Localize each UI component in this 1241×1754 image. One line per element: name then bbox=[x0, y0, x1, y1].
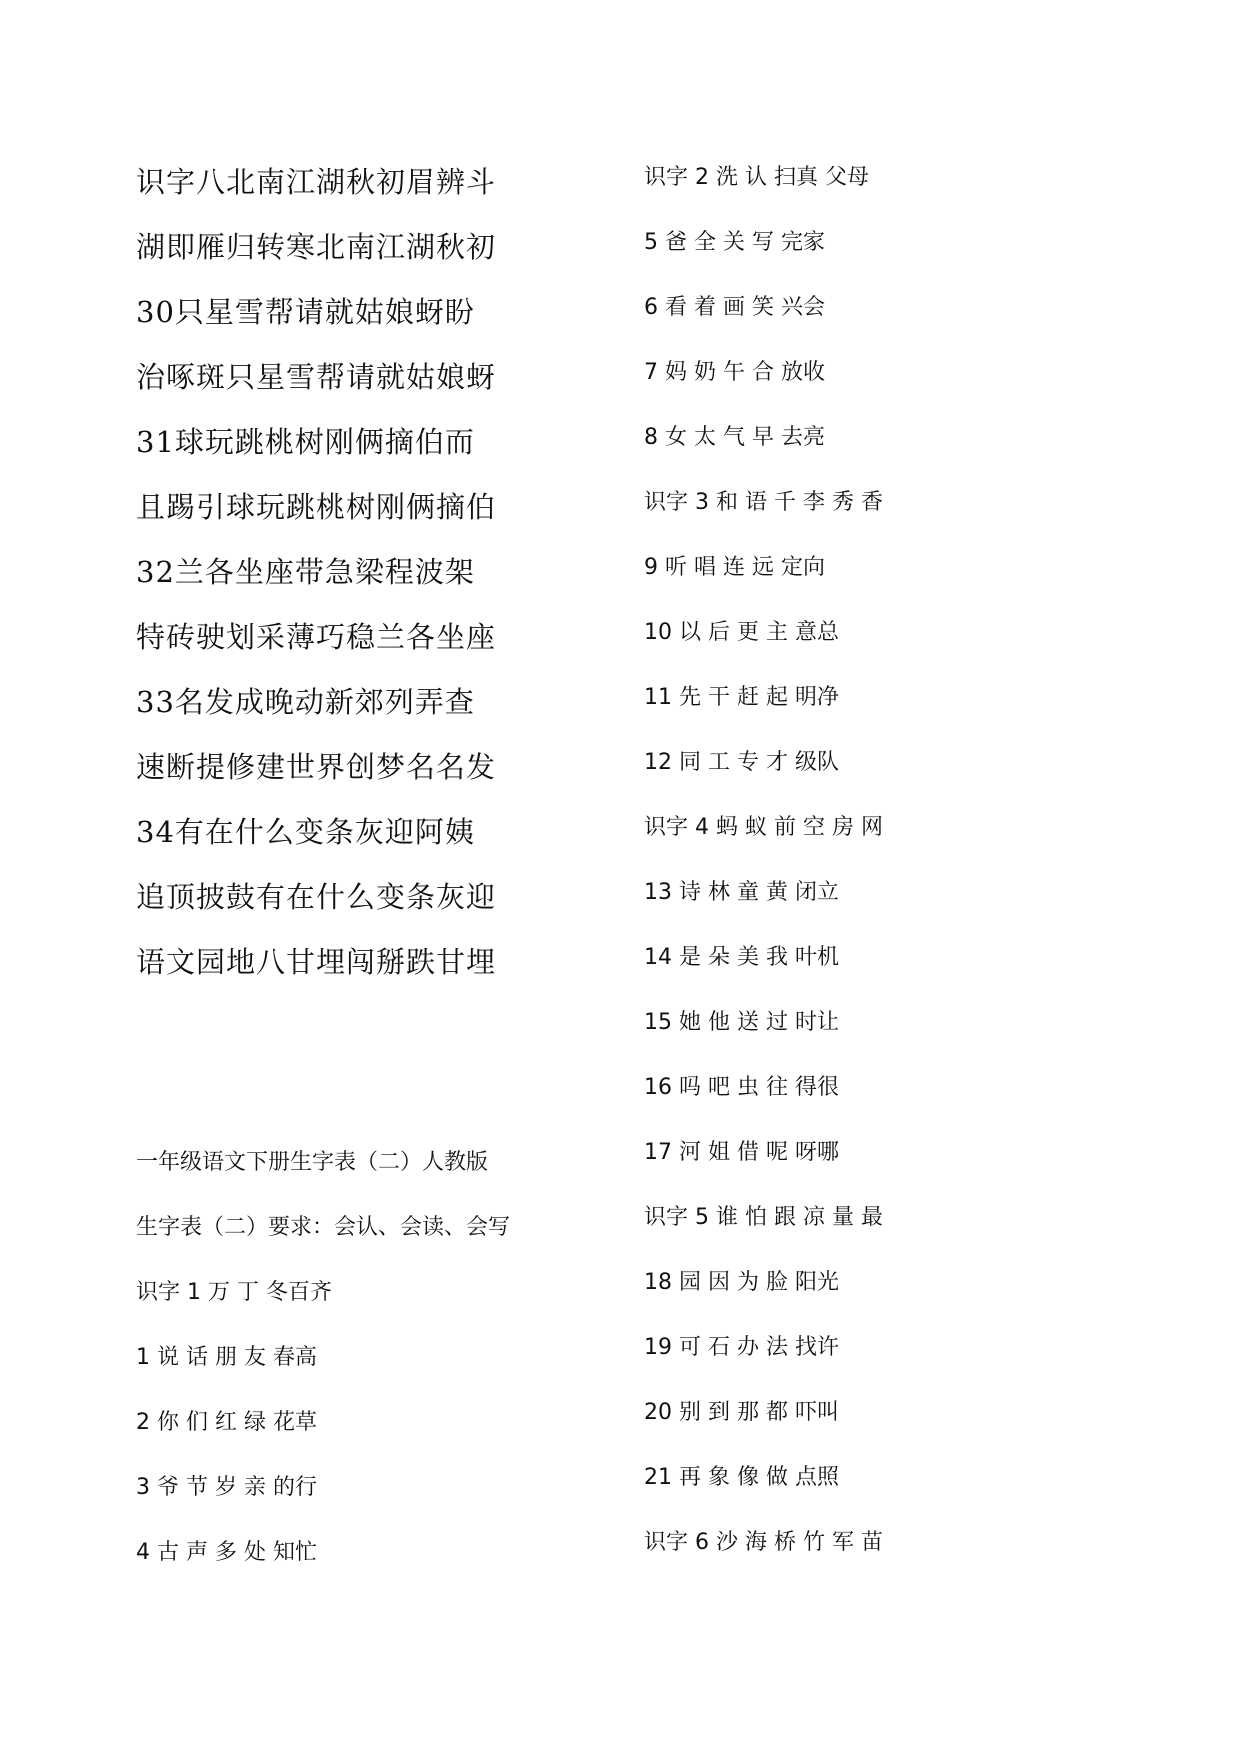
text-line: 19 可 石 办 法 找许 bbox=[644, 1335, 839, 1360]
text-line: 20 别 到 那 都 吓叫 bbox=[644, 1400, 839, 1425]
text-line: 33名发成晚动新郊列弄查 bbox=[136, 685, 475, 719]
text-line: 1 说 话 朋 友 春高 bbox=[136, 1345, 317, 1370]
text-line: 30只星雪帮请就姑娘蚜盼 bbox=[136, 295, 475, 329]
right-column bbox=[644, 145, 883, 1575]
text-line: 18 园 因 为 脸 阳光 bbox=[644, 1270, 839, 1295]
text-line: 6 看 着 画 笑 兴会 bbox=[644, 295, 825, 320]
text-line: 4 古 声 多 处 知忙 bbox=[136, 1540, 317, 1565]
text-line: 7 妈 奶 午 合 放收 bbox=[644, 360, 825, 385]
text-line: 识字 5 谁 怕 跟 凉 量 最 bbox=[644, 1205, 883, 1230]
text-line: 识字八北南江湖秋初眉辨斗 bbox=[136, 165, 497, 199]
text-line: 9 听 唱 连 远 定向 bbox=[644, 555, 825, 580]
text-line: 2 你 们 红 绿 花草 bbox=[136, 1410, 317, 1435]
text-line: 湖即雁归转寒北南江湖秋初 bbox=[136, 230, 497, 264]
text-line: 语文园地八甘埋闯掰跌甘埋 bbox=[136, 945, 497, 979]
text-line: 识字 2 洗 认 扫真 父母 bbox=[644, 165, 869, 190]
text-line: 34有在什么变条灰迎阿姨 bbox=[136, 815, 475, 849]
left-column-top bbox=[136, 150, 496, 995]
text-line: 5 爸 全 关 写 完家 bbox=[644, 230, 825, 255]
text-line: 21 再 象 像 做 点照 bbox=[644, 1465, 839, 1490]
text-line: 识字 4 蚂 蚁 前 空 房 网 bbox=[644, 815, 883, 840]
text-line: 识字 6 沙 海 桥 竹 军 苗 bbox=[644, 1530, 883, 1555]
text-line: 17 河 姐 借 呢 呀哪 bbox=[644, 1140, 839, 1165]
text-line: 识字 1 万 丁 冬百齐 bbox=[136, 1280, 332, 1305]
requirement-line: 生字表（二）要求：会认、会读、会写 bbox=[136, 1215, 511, 1240]
text-line: 10 以 后 更 主 意总 bbox=[644, 620, 839, 645]
left-column-bottom bbox=[136, 1130, 510, 1585]
text-line: 8 女 太 气 早 去亮 bbox=[644, 425, 825, 450]
text-line: 16 吗 吧 虫 往 得很 bbox=[644, 1075, 839, 1100]
text-line: 15 她 他 送 过 时让 bbox=[644, 1010, 839, 1035]
text-line: 11 先 干 赶 起 明净 bbox=[644, 685, 839, 710]
text-line: 特砖驶划采薄巧稳兰各坐座 bbox=[136, 620, 497, 654]
text-line: 12 同 工 专 才 级队 bbox=[644, 750, 839, 775]
text-line: 且踢引球玩跳桃树刚俩摘伯 bbox=[136, 490, 497, 524]
section-title: 一年级语文下册生字表（二）人教版 bbox=[136, 1150, 489, 1175]
text-line: 13 诗 林 童 黄 闭立 bbox=[644, 880, 839, 905]
text-line: 追顶披鼓有在什么变条灰迎 bbox=[136, 880, 497, 914]
text-line: 治啄斑只星雪帮请就姑娘蚜 bbox=[136, 360, 497, 394]
text-line: 速断提修建世界创梦名名发 bbox=[136, 750, 497, 784]
text-line: 3 爷 节 岁 亲 的行 bbox=[136, 1475, 317, 1500]
text-line: 31球玩跳桃树刚俩摘伯而 bbox=[136, 425, 475, 459]
text-line: 32兰各坐座带急梁程波架 bbox=[136, 555, 475, 589]
text-line: 14 是 朵 美 我 叶机 bbox=[644, 945, 839, 970]
text-line: 识字 3 和 语 千 李 秀 香 bbox=[644, 490, 883, 515]
